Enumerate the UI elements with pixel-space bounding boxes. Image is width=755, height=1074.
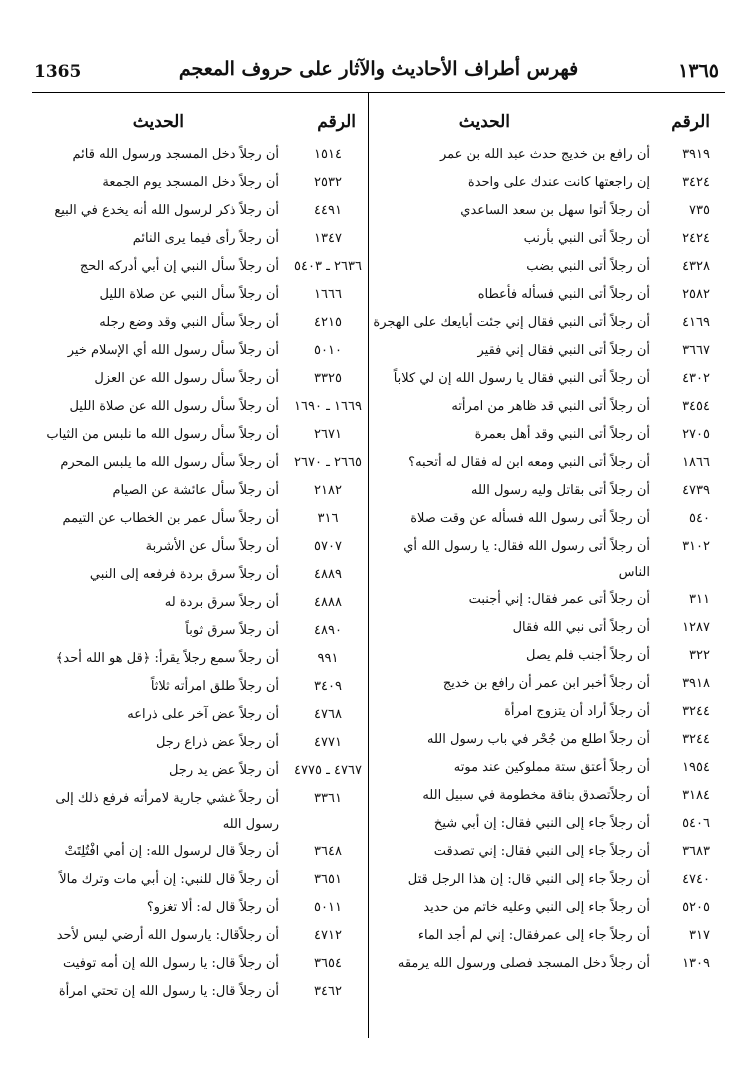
index-entry — [372, 950, 710, 978]
hadith-text: أن رجلاً قال: يا رسول الله إن أمه توفيت — [63, 956, 279, 971]
index-entry — [372, 505, 710, 533]
index-entry — [372, 477, 710, 505]
page-number-arabic: ١٣٦٥ — [678, 60, 719, 82]
index-entry — [372, 642, 710, 670]
hadith-text: أن رجلاً سأل عن الأشربة — [145, 539, 279, 554]
hadith-number: ٣٢٢ — [689, 648, 710, 663]
hadith-text: أن رجلاً أعتق ستة مملوكين عند موته — [453, 760, 650, 775]
hadith-text: أن رجلاً أتى عمر فقال: إني أجنبت — [468, 592, 650, 607]
hadith-number: ٥٠١١ — [314, 900, 342, 915]
hadith-text: أن رجلاً سأل رسول الله عن صلاة الليل — [69, 399, 279, 414]
hadith-text: أن رجلاً رأى فيما يرى النائم — [132, 231, 279, 246]
hadith-text: أن رجلاً أراد أن يتزوج امرأة — [504, 704, 650, 719]
hadith-text: أن رجلاً سأل رسول الله عن العزل — [94, 371, 279, 386]
hadith-text: أن رجلاً قال لرسول الله: إن أمي افْتُلِتَتْ — [64, 844, 279, 859]
index-entry — [372, 449, 710, 477]
index-entry — [372, 586, 710, 614]
index-entry — [26, 978, 364, 1006]
hadith-number: ٢١٨٢ — [314, 483, 342, 498]
hadith-number: ٧٣٥ — [689, 203, 710, 218]
hadith-number: ٢٦٦٥ ـ ٢٦٧٠ — [294, 455, 362, 470]
hadith-text: أن رجلاً دخل المسجد فصلى ورسول الله يرمقه — [397, 956, 650, 971]
hadith-text: أن رافع بن خديج حدث عبد الله بن عمر — [439, 147, 650, 162]
index-entry — [26, 365, 364, 393]
hadith-text: أن رجلاً سأل رسول الله أي الإسلام خير — [67, 343, 279, 358]
hadith-text: أن رجلاً سرق ثوباً — [185, 623, 279, 638]
hadith-number: ٣٤٢٤ — [682, 175, 710, 190]
index-entry — [26, 505, 364, 533]
hadith-text: أن رجلاً ذكر لرسول الله أنه يخدع في البيع — [54, 203, 279, 218]
hadith-text: أن رجلاً سأل النبي وقد وضع رجله — [99, 315, 279, 330]
hadith-text: أن رجلاً أتى بقاتل وليه رسول الله — [470, 483, 650, 498]
hadith-number: ٣٦٤٨ — [314, 844, 342, 859]
column-divider — [368, 93, 369, 1038]
hadith-number: ٩٩١ — [317, 651, 339, 666]
index-entry — [26, 757, 364, 785]
hadith-number: ٤٧١٢ — [314, 928, 342, 943]
hadith-text: أن رجلاً جاء إلى النبي قال: إن هذا الرجل قتل — [407, 872, 650, 887]
hadith-header: الحديث — [458, 112, 510, 132]
hadith-number: ٣١٦ — [317, 511, 339, 526]
hadith-text: أن رجلاً سأل النبي إن أبي أدركه الحج — [79, 259, 279, 274]
index-entry — [372, 670, 710, 698]
hadith-text: أن رجلاً جاء إلى عمرفقال: إني لم أجد الماء — [417, 928, 650, 943]
hadith-number: ٣١٨٤ — [682, 788, 710, 803]
hadith-text: أن رجلاً أتى النبي فسأله فأعطاه — [477, 287, 650, 302]
index-entry — [372, 782, 710, 810]
index-entry — [26, 169, 364, 197]
hadith-text: أن رجلاً أتى النبي بضب — [526, 259, 650, 274]
hadith-text: أن رجلاً أتى النبي قد ظاهر من امرأته — [451, 399, 650, 414]
index-entry — [26, 533, 364, 561]
hadith-number: ٥٠١٠ — [314, 343, 342, 358]
hadith-text: أن رجلاً غشي جارية لامرأته فرفع ذلك إلى رسول الله — [55, 791, 279, 832]
index-entry — [372, 197, 710, 225]
hadith-text: أن رجلاً طلق امرأته ثلاثاً — [150, 679, 279, 694]
hadith-number: ٣١١ — [689, 592, 710, 607]
hadith-number: ٣٦٨٣ — [682, 844, 710, 859]
index-entry — [26, 421, 364, 449]
hadith-text: أن رجلاً سأل النبي عن صلاة الليل — [99, 287, 279, 302]
hadith-number: ٤٢١٥ — [314, 315, 342, 330]
index-entry — [372, 253, 710, 281]
hadith-text: أن رجلاً اطلع من جُحْر في باب رسول الله — [427, 732, 650, 747]
index-entry — [26, 729, 364, 757]
hadith-number: ٥٧٠٧ — [314, 539, 342, 554]
hadith-number: ٣١٠٢ — [682, 539, 710, 554]
hadith-number: ٥٢٠٥ — [682, 900, 710, 915]
hadith-number: ١٣٤٧ — [314, 231, 342, 246]
index-entry — [26, 561, 364, 589]
hadith-number: ٣٦٥٤ — [314, 956, 342, 971]
right-rows — [372, 141, 710, 978]
hadith-text: إن راجعتها كانت عندك على واحدة — [467, 175, 650, 190]
hadith-number: ٣٤٦٢ — [314, 984, 342, 999]
index-entry — [372, 421, 710, 449]
hadith-text: أن رجلاً أتى النبي بأرنب — [523, 231, 650, 246]
right-column-header — [372, 93, 710, 141]
index-entry — [26, 922, 364, 950]
hadith-text: أن رجلاً أتى النبي فقال يا رسول الله إن لي كلاباً — [393, 371, 650, 386]
hadith-number: ٤١٦٩ — [682, 315, 710, 330]
index-entry — [26, 141, 364, 169]
index-entry — [372, 393, 710, 421]
hadith-text: أن رجلاً جاء إلى النبي وعليه خاتم من حديد — [423, 900, 650, 915]
hadith-number: ٤٨٨٨ — [314, 595, 342, 610]
hadith-number: ١٣٠٩ — [682, 956, 710, 971]
hadith-number: ٤٣٠٢ — [682, 371, 710, 386]
hadith-number: ٤٧٤٠ — [682, 872, 710, 887]
hadith-text: أن رجلاً سرق بردة فرفعه إلى النبي — [89, 567, 279, 582]
hadith-text: أن رجلاًقال: يارسول الله أرضي ليس لأحد — [56, 928, 279, 943]
index-entry — [26, 701, 364, 729]
hadith-text: أن رجلاً قال: يا رسول الله إن تحتي امرأة — [58, 984, 279, 999]
hadith-number: ١٦٦٩ ـ ١٦٩٠ — [294, 399, 362, 414]
number-header: الرقم — [317, 112, 356, 132]
hadith-number: ٤٧٧١ — [314, 735, 342, 750]
index-entry — [372, 754, 710, 782]
hadith-text: أن رجلاً أتى رسول الله فسأله عن وقت صلاة — [410, 511, 650, 526]
hadith-text: أن رجلاً أتوا سهل بن سعد الساعدي — [460, 203, 650, 218]
hadith-number: ٣٢٤٤ — [682, 704, 710, 719]
right-column — [372, 93, 710, 978]
number-header: الرقم — [671, 112, 710, 132]
hadith-number: ٤٧٦٧ ـ ٤٧٧٥ — [294, 763, 362, 778]
hadith-number: ٢٥٣٢ — [314, 175, 342, 190]
hadith-text: أن رجلاً عض آخر على ذراعه — [127, 707, 279, 722]
index-entry — [372, 365, 710, 393]
left-rows — [26, 141, 364, 1006]
hadith-number: ٥٤٠٦ — [682, 816, 710, 831]
index-entry — [26, 866, 364, 894]
index-entry — [372, 281, 710, 309]
hadith-number: ١٢٨٧ — [682, 620, 710, 635]
hadith-text: أن رجلاً أخبر ابن عمر أن رافع بن خديج — [442, 676, 650, 691]
index-entry — [26, 449, 364, 477]
hadith-text: أن رجلاً سأل رسول الله ما نلبس من الثياب — [46, 427, 279, 442]
hadith-number: ٤٧٦٨ — [314, 707, 342, 722]
index-entry — [372, 309, 710, 337]
page-title: فهرس أطراف الأحاديث والآثار على حروف المعجم — [178, 58, 579, 80]
hadith-number: ٢٤٢٤ — [682, 231, 710, 246]
hadith-number: ١٦٦٦ — [314, 287, 342, 302]
hadith-number: ٤٣٢٨ — [682, 259, 710, 274]
hadith-number: ١٨٦٦ — [682, 455, 710, 470]
index-entry — [372, 614, 710, 642]
index-entry — [26, 225, 364, 253]
hadith-number: ٣٦٥١ — [314, 872, 342, 887]
index-entry — [26, 950, 364, 978]
index-entry — [26, 617, 364, 645]
hadith-number: ٤٤٩١ — [314, 203, 342, 218]
index-entry — [26, 589, 364, 617]
hadith-number: ٢٦٧١ — [314, 427, 342, 442]
hadith-number: ٣٤٥٤ — [682, 399, 710, 414]
index-entry — [26, 645, 364, 673]
hadith-number: ٣٣٢٥ — [314, 371, 342, 386]
index-entry — [372, 533, 710, 586]
left-column-header — [26, 93, 364, 141]
index-entry — [372, 922, 710, 950]
hadith-text: أن رجلاً أتى النبي فقال إني جئت أبايعك على الهجرة — [373, 315, 650, 330]
hadith-number: ٢٥٨٢ — [682, 287, 710, 302]
hadith-text: أن رجلاً سمع رجلاً يقرأ: ﴿قل هو الله أحد﴾ — [55, 651, 279, 666]
hadith-number: ٣٩١٨ — [682, 676, 710, 691]
hadith-number: ٤٨٨٩ — [314, 567, 342, 582]
index-entry — [26, 281, 364, 309]
hadith-text: أن رجلاً سأل عائشة عن الصيام — [112, 483, 279, 498]
hadith-text: أن رجلاً دخل المسجد ورسول الله قائم — [72, 147, 279, 162]
hadith-text: أن رجلاًتصدق بناقة مخطومة في سبيل الله — [422, 788, 650, 803]
hadith-number: ٣٣٦١ — [314, 791, 342, 806]
index-entry — [372, 810, 710, 838]
index-entry — [372, 169, 710, 197]
hadith-text: أن رجلاً قال له: ألا تغزو؟ — [146, 900, 279, 915]
index-entry — [26, 785, 364, 838]
hadith-header: الحديث — [132, 112, 184, 132]
index-entry — [26, 894, 364, 922]
hadith-text: أن رجلاً سأل عمر بن الخطاب عن التيمم — [62, 511, 279, 526]
index-entry — [26, 309, 364, 337]
hadith-text: أن رجلاً جاء إلى النبي فقال: إني تصدقت — [433, 844, 650, 859]
index-entry — [26, 477, 364, 505]
index-entry — [372, 337, 710, 365]
index-entry — [26, 337, 364, 365]
index-entry — [26, 393, 364, 421]
page-number-latin: 1365 — [34, 62, 82, 82]
hadith-text: أن رجلاً أتى النبي ومعه ابن له فقال له أتحبه؟ — [408, 455, 650, 470]
index-entry — [372, 225, 710, 253]
index-entry — [26, 197, 364, 225]
index-entry — [372, 866, 710, 894]
index-entry — [372, 726, 710, 754]
hadith-number: ٤٨٩٠ — [314, 623, 342, 638]
index-entry — [26, 673, 364, 701]
hadith-number: ٤٧٣٩ — [682, 483, 710, 498]
hadith-number: ٥٤٠ — [689, 511, 710, 526]
index-entry — [26, 253, 364, 281]
page-header — [32, 58, 725, 86]
index-entry — [372, 141, 710, 169]
hadith-text: أن رجلاً عض يد رجل — [168, 763, 279, 778]
index-entry — [372, 698, 710, 726]
hadith-text: أن رجلاً أتى نبي الله فقال — [512, 620, 650, 635]
hadith-number: ٣٦٦٧ — [682, 343, 710, 358]
hadith-text: أن رجلاً أتى النبي وقد أهل بعمرة — [474, 427, 650, 442]
hadith-text: أن رجلاً أجنب فلم يصل — [525, 648, 650, 663]
hadith-text: أن رجلاً أتى رسول الله فقال: يا رسول الله أي الناس — [403, 539, 650, 580]
hadith-number: ٣٢٤٤ — [682, 732, 710, 747]
hadith-number: ٢٧٠٥ — [682, 427, 710, 442]
hadith-text: أن رجلاً جاء إلى النبي فقال: إن أبي شيخ — [433, 816, 650, 831]
hadith-number: ٢٦٣٦ ـ ٥٤٠٣ — [294, 259, 362, 274]
hadith-number: ٣٩١٩ — [682, 147, 710, 162]
hadith-text: أن رجلاً أتى النبي فقال إني فقير — [477, 343, 650, 358]
hadith-text: أن رجلاً سأل رسول الله ما يلبس المحرم — [60, 455, 279, 470]
hadith-number: ١٥١٤ — [314, 147, 342, 162]
hadith-text: أن رجلاً سرق بردة له — [164, 595, 279, 610]
index-entry — [26, 838, 364, 866]
hadith-number: ٣٤٠٩ — [314, 679, 342, 694]
hadith-number: ١٩٥٤ — [682, 760, 710, 775]
hadith-text: أن رجلاً دخل المسجد يوم الجمعة — [102, 175, 279, 190]
left-column — [26, 93, 364, 1006]
hadith-text: أن رجلاً قال للنبي: إن أبي مات وترك مالاً — [59, 872, 279, 887]
hadith-number: ٣١٧ — [689, 928, 710, 943]
index-entry — [372, 894, 710, 922]
hadith-text: أن رجلاً عض ذراع رجل — [155, 735, 279, 750]
index-entry — [372, 838, 710, 866]
